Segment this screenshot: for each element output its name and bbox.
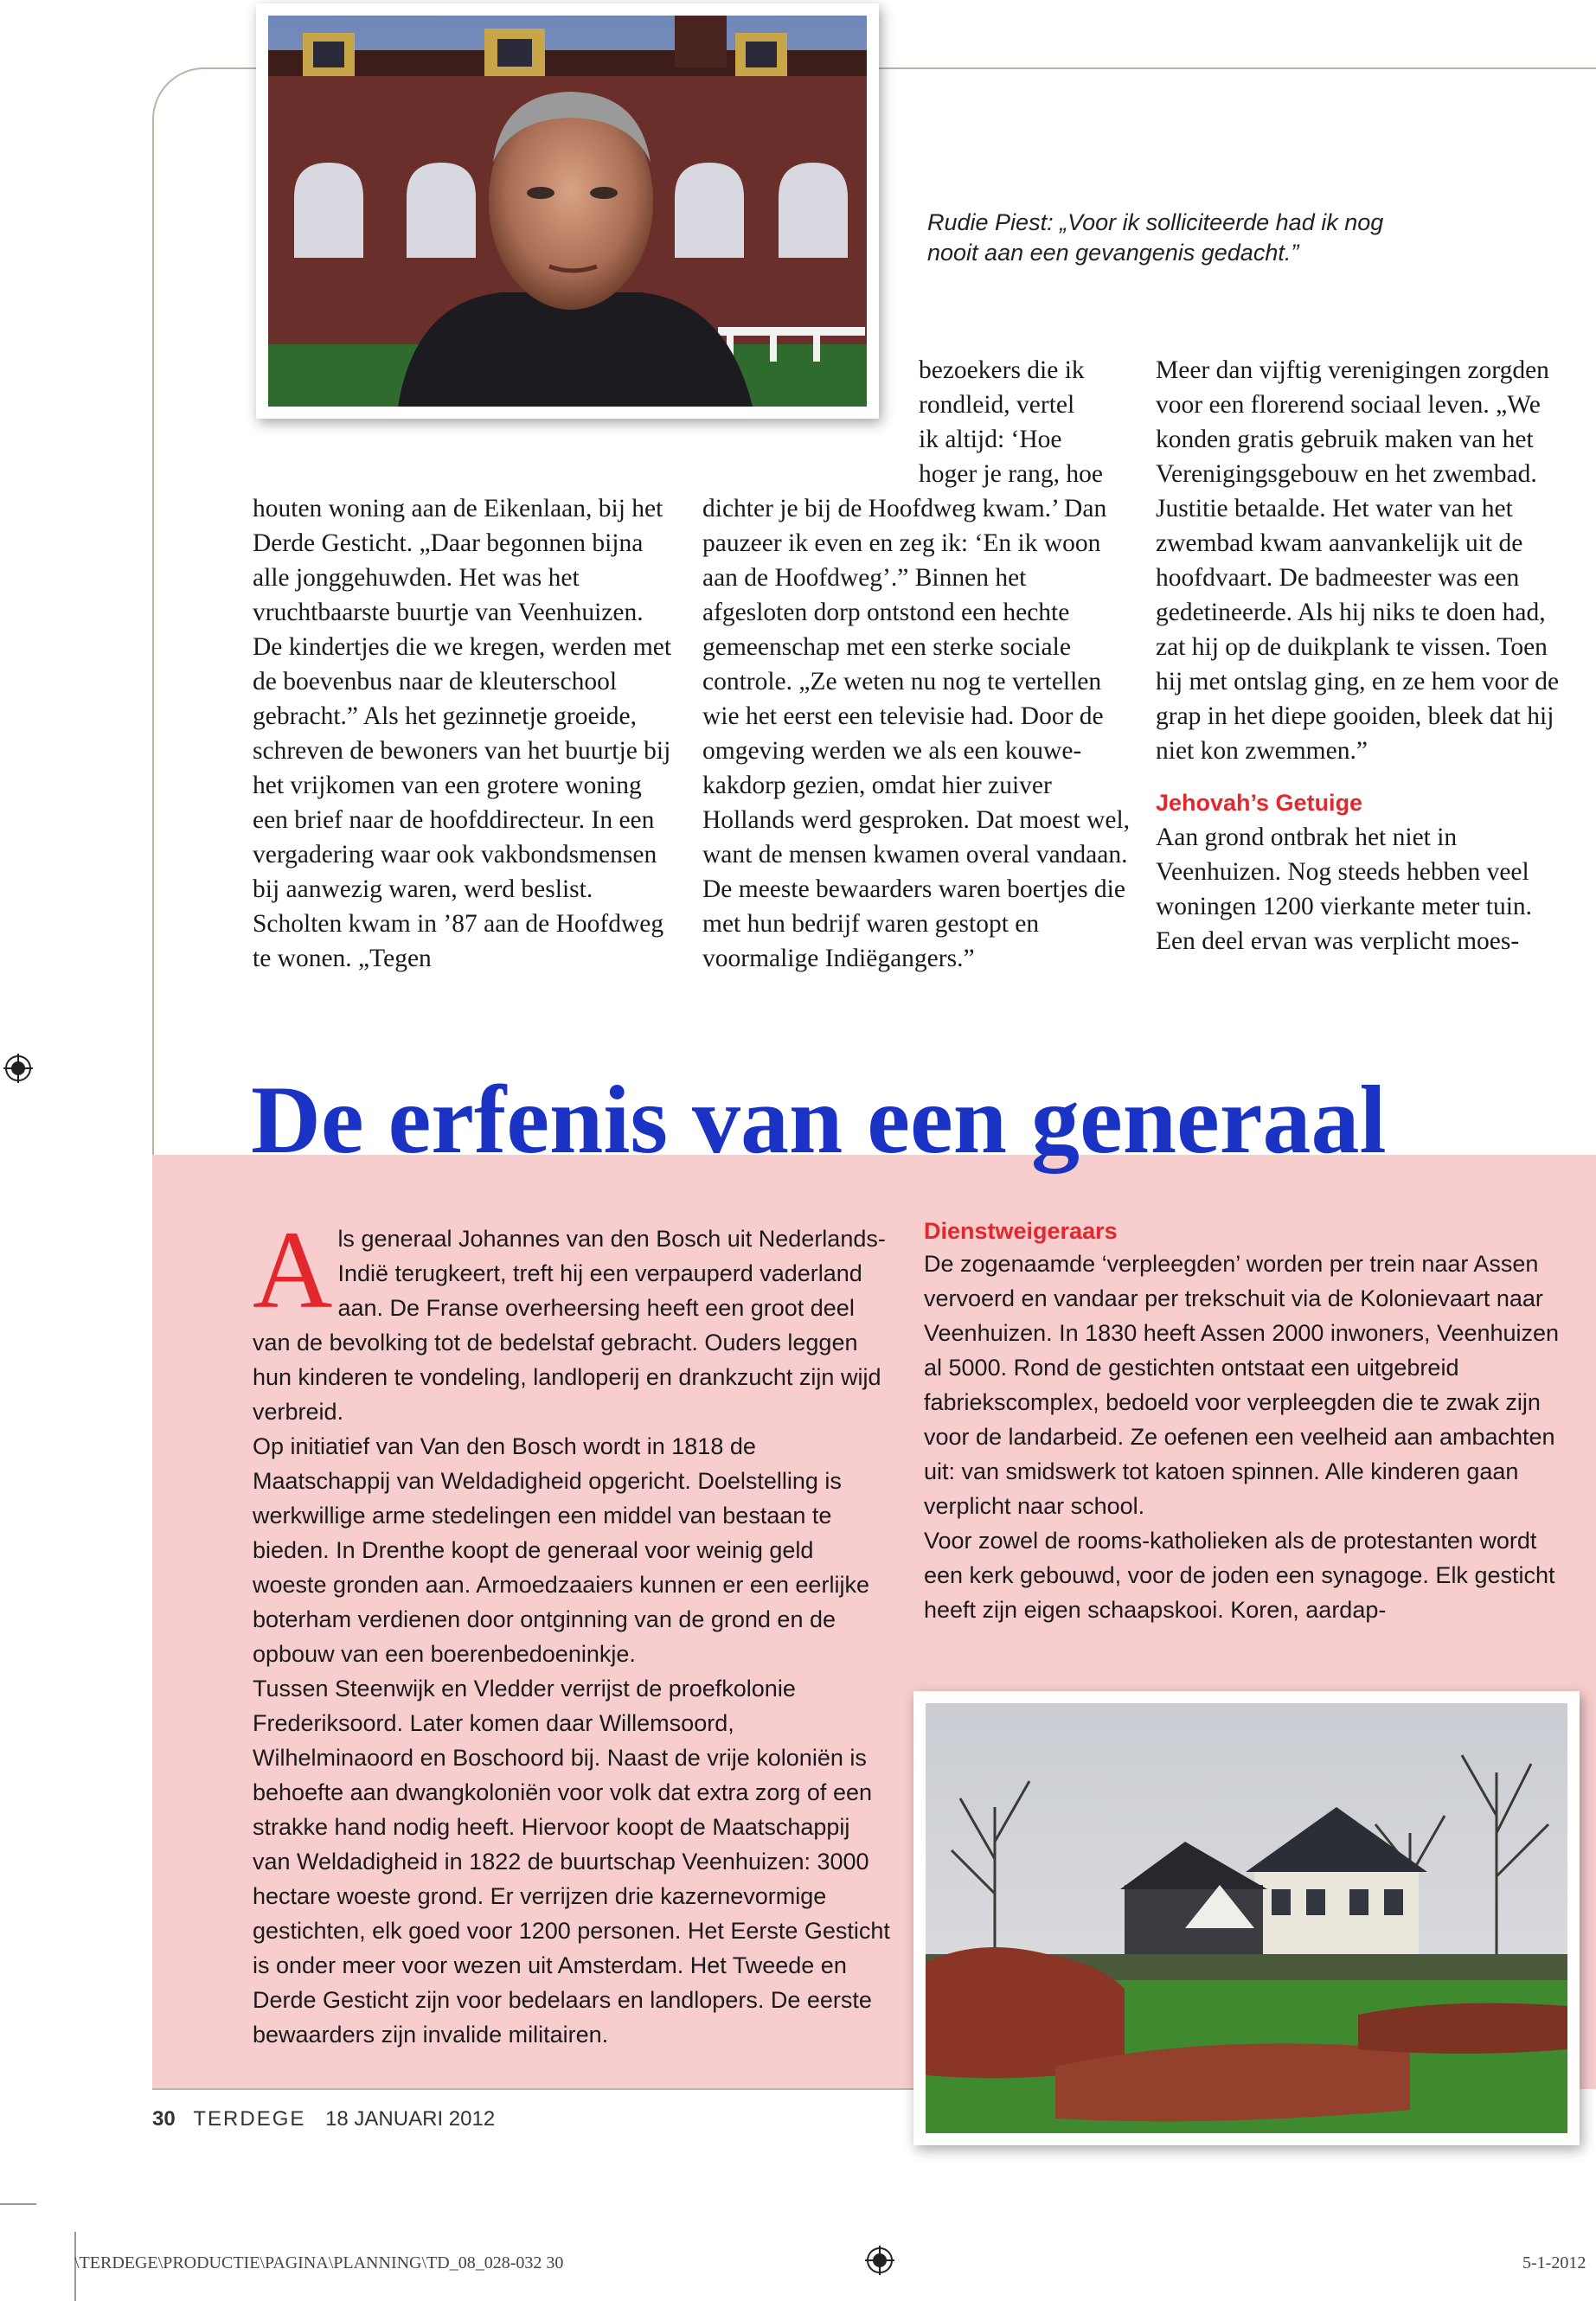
article-column-1 xyxy=(253,491,676,976)
portrait-image xyxy=(268,16,867,407)
print-slug-path: \TERDEGE\PRODUCTIE\PAGINA\PLANNING\TD_08_028-032 30 xyxy=(74,2253,564,2272)
column-2-line: ik altijd: ‘Hoe xyxy=(919,426,1062,453)
column-2-line: bezoekers die ik xyxy=(919,356,1085,384)
print-slug-date: 5-1-2012 xyxy=(1522,2253,1586,2272)
crop-mark xyxy=(0,2203,36,2205)
page-footer xyxy=(152,2107,495,2131)
column-2-line: hoger je rang, hoe xyxy=(919,460,1103,488)
subheading-dienstweigeraars: Dienstweigeraars xyxy=(924,1218,1118,1244)
registration-mark-icon xyxy=(3,1054,33,1083)
page-number: 30 xyxy=(152,2107,176,2131)
sidebar-paragraph-2: Op initiatief van Van den Bosch wordt in 1818 de Maatschappij van Weldadigheid opgericht. Doelstelling is werkwillige arme stedelingen een middel van bestaan te bieden. In Drenthe koopt de generaal voor weinig geld woeste gronden aan. Armoedzaaiers kunnen er een eerlijke boterham verdienen door ontginning van de grond en de opbouw van een boerenbedoeninkje. xyxy=(253,1433,869,1667)
sidebar-column-2 xyxy=(924,1215,1581,1627)
frame-corner xyxy=(152,67,215,130)
landscape-image xyxy=(926,1703,1567,2133)
column-1-text: houten woning aan de Eikenlaan, bij het Derde Gesticht. „Daar begonnen bijna alle jonggehuwden. Het was het vruchtbaarste buurtje van Veenhuizen. De kindertjes die we kregen, werden met de boevenbus naar de kleuterschool gebracht.” Als het gezinnetje groeide, schreven de bewoners van het buurtje bij het vrijkomen van een grotere woning een brief naar de hoofddirecteur. In een vergadering waar ook vakbondsmensen bij aanwezig waren, werd beslist. Scholten kwam in ’87 aan de Hoofdweg te wonen. „Tegen xyxy=(253,495,672,972)
sidebar-headline: De erfenis van een generaal xyxy=(251,1067,1387,1174)
column-2-line: rondleid, vertel xyxy=(919,391,1075,419)
column-2-text: dichter je bij de Hoofdweg kwam.’ Dan pauzeer ik even en zeg ik: ‘En ik woon aan de Hoofdweg’.” Binnen het afgesloten dorp ontstond een hechte gemeenschap met een sterke sociale controle. „Ze weten nu nog te vertellen wie het eerst een televisie had. Door de omgeving werden we als een kouwe-kakdorp gezien, omdat hier zuiver Hollands werd gesproken. Dat moest wel, want de mensen kwamen overal vandaan. De meeste bewaarders waren boertjes die met hun bedrijf waren gestopt en voormalige Indiëgangers.” xyxy=(702,495,1131,972)
sidebar-paragraph-4: De zogenaamde ‘verpleegden’ worden per trein naar Assen vervoerd en vandaar per trekschuit via de Kolonievaart naar Veenhuizen. In 1830 heeft Assen 2000 inwoners, Veenhuizen al 5000. Rond de gestichten ontstaat een uitgebreid fabriekscomplex, bedoeld voor verpleegden die te zwak zijn voor de landarbeid. Ze oefenen een veelheid aan ambachten uit: van smidswerk tot katoen spinnen. Alle kinderen gaan verplicht naar school. xyxy=(924,1251,1560,1519)
article-column-2 xyxy=(702,353,1135,976)
sidebar-intro-paragraph xyxy=(253,1208,893,1429)
issue-date: 18 JANUARI 2012 xyxy=(325,2107,496,2131)
sidebar-paragraph-1: ls generaal Johannes van den Bosch uit Nederlands-Indië terugkeert, treft hij een verpauperd vaderland aan. De Franse overheersing heeft een groot deel van de bevolking tot de bedelstaf gebracht. Ouders leggen hun kinderen te vondeling, landloperij en drankzucht zijn wijd verbreid. xyxy=(253,1226,886,1425)
subheading-jehovahs-getuige: Jehovah’s Getuige xyxy=(1156,790,1363,816)
sidebar-paragraph-3: Tussen Steenwijk en Vledder verrijst de proefkolonie Frederiksoord. Later komen daar Willemsoord, Wilhelminaoord en Boschoord bij. Naast de vrije koloniën is behoefte aan dwangkoloniën voor volk dat extra zorg of een strakke hand nodig heeft. Hiervoor koopt de Maatschappij van Weldadigheid in 1822 de buurtschap Veenhuizen: 3000 hectare woeste grond. Er verrijzen drie kazernevormige gestichten, elk goed voor 1200 personen. Het Eerste Gesticht is onder meer voor wezen uit Amsterdam. Het Tweede en Derde Gesticht zijn voor bedelaars en landlopers. De eerste bewaarders zijn invalide militairen. xyxy=(253,1676,890,2048)
sidebar-column-1 xyxy=(253,1208,893,2052)
column-3-text-2: Aan grond ontbrak het niet in Veenhuizen. Nog steeds hebben veel woningen 1200 vierkante meter tuin. Een deel ervan was verplicht moes- xyxy=(1156,824,1533,955)
photo-caption: Rudie Piest: „Voor ik solliciteerde had ik nog nooit aan een gevangenis gedacht.” xyxy=(927,209,1384,266)
landscape-photo xyxy=(913,1691,1580,2145)
column-3-text: Meer dan vijftig verenigingen zorgden voor een florerend sociaal leven. „We konden gratis gebruik maken van het Verenigingsgebouw en het zwembad. Justitie betaalde. Het water van het zwembad kwam aanvankelijk uit de hoofdvaart. De badmeester was een gedetineerde. Als hij niks te doen had, zat hij op de duikplank te vissen. Toen hij met ontslag ging, en ze hem voor de grap in het diepe gooiden, bleek dat hij niet kon zwemmen.” xyxy=(1156,356,1560,765)
magazine-name: TERDEGE xyxy=(193,2107,306,2131)
sidebar-paragraph-5: Voor zowel de rooms-katholieken als de protestanten wordt een kerk gebouwd, voor de joden een synagoge. Elk gesticht heeft zijn eigen schaapskooi. Koren, aardap- xyxy=(924,1528,1555,1623)
article-column-3 xyxy=(1156,353,1562,958)
registration-mark-icon xyxy=(865,2246,894,2275)
dropcap: A xyxy=(253,1208,333,1331)
